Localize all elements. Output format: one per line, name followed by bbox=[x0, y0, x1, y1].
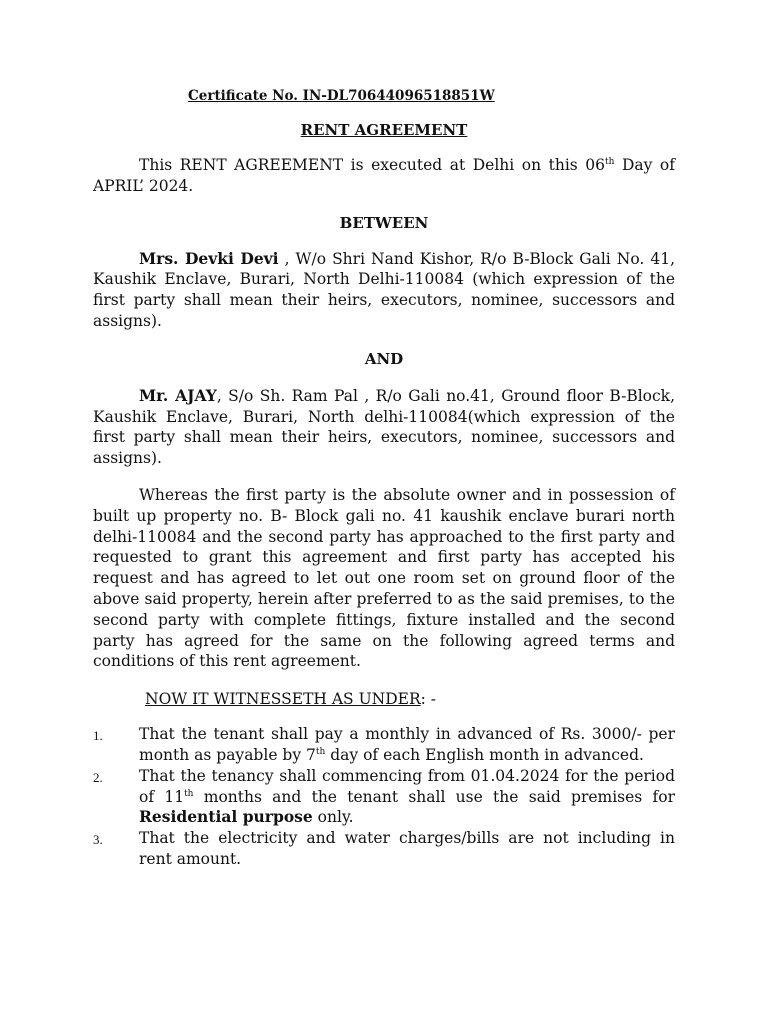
execution-paragraph bbox=[93, 155, 675, 197]
term-number: 3. bbox=[93, 832, 103, 848]
term-text: day of each English month in advanced. bbox=[325, 745, 644, 764]
term-item bbox=[93, 724, 675, 766]
document-title: RENT AGREEMENT bbox=[300, 121, 468, 139]
witness-heading-text: NOW IT WITNESSETH AS UNDER bbox=[145, 690, 421, 709]
second-party-details: , S/o Sh. Ram Pal , R/o Gali no.41, Ground floor B-Block, Kaushik Enclave, Burari, North delhi-110084(which expression of the first party shall mean their heirs, executors, nominee, successors and assigns). bbox=[93, 386, 676, 468]
term-ordinal: th bbox=[315, 746, 326, 757]
between-heading: BETWEEN bbox=[339, 213, 429, 232]
first-party-name: Mrs. Devki Devi bbox=[139, 248, 279, 268]
whereas-paragraph: Whereas the first party is the absolute owner and in possession of built up property no. B- Block gali no. 41 kaushik enclave burari north delhi-110084 and the second party has approached to the first party and requested to grant this agreement and first party has accepted his request and has agreed to let out one room set on ground floor of the above said property, herein after preferred to as the said premises, to the second party with complete fittings, fixture installed and the second party has agreed for the same on the following agreed terms and conditions of this rent agreement. bbox=[93, 485, 675, 671]
term-item bbox=[93, 766, 675, 828]
term-ordinal: th bbox=[184, 788, 194, 799]
and-heading: AND bbox=[364, 349, 404, 368]
term-text: That the tenancy shall commencing from 01.04.2024 for the period of 11 bbox=[139, 766, 675, 806]
execution-text-a: This RENT AGREEMENT is executed at Delhi on this 06 bbox=[139, 156, 605, 174]
terms-list bbox=[93, 724, 675, 870]
term-item bbox=[93, 828, 675, 870]
term-text: only. bbox=[312, 808, 354, 827]
witness-heading-suffix: : - bbox=[420, 690, 437, 709]
second-party-name: Mr. AJAY bbox=[139, 385, 217, 405]
term-text: That the tenant shall pay a monthly in advanced of Rs. 3000/- per month as payable by 7 bbox=[139, 725, 675, 764]
certificate-number: Certificate No. IN-DL70644096518851W bbox=[188, 88, 495, 104]
witness-heading bbox=[145, 689, 675, 709]
first-party-details: , W/o Shri Nand Kishor, R/o B-Block Gali No. 41, Kaushik Enclave, Burari, North Delhi-110084 (which expression of the first party shall mean their heirs, executors, nominee, successors and assigns). bbox=[93, 249, 675, 330]
execution-text-b: Day of APRIL’ 2024. bbox=[93, 156, 675, 195]
term-bold-text: Residential purpose bbox=[139, 807, 313, 827]
term-text: months and the tenant shall use the said premises for bbox=[193, 787, 676, 806]
rent-agreement-page bbox=[93, 86, 675, 870]
term-number: 1. bbox=[93, 728, 103, 744]
execution-ordinal: th bbox=[605, 156, 615, 167]
first-party-paragraph bbox=[93, 249, 675, 332]
term-text: That the electricity and water charges/bills are not including in rent amount. bbox=[139, 829, 675, 868]
second-party-paragraph bbox=[93, 386, 675, 469]
term-number: 2. bbox=[93, 769, 103, 785]
